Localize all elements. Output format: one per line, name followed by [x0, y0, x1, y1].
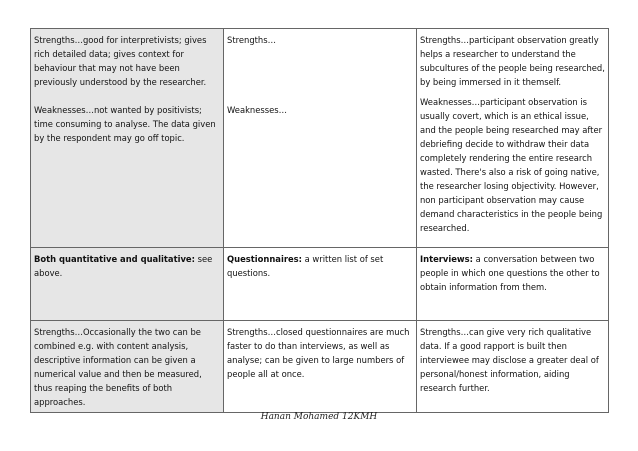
- table-row: [31, 29, 609, 248]
- weaknesses-text: Weaknesses…not wanted by positivists; time consuming to analyse. The data given by the respondent may go off topic.: [34, 105, 216, 143]
- cell-text: a written list of set questions.: [227, 254, 384, 278]
- table-cell: [224, 321, 417, 413]
- table-cell: [31, 29, 224, 248]
- cell-text: see above.: [34, 254, 213, 278]
- weaknesses-text: Weaknesses…participant observation is usually covert, which is an ethical issue, and the people being researched may after debriefing decide to withdraw their data completely rendering the entire research wasted. There's also a risk of going native, the researcher losing objectivity. However, non participant observation may cause demand characteristics in the people being researched.: [420, 97, 603, 233]
- strengths-text: Strengths…: [227, 35, 276, 45]
- table-cell: [417, 248, 609, 321]
- cell-text: a conversation between two people in which one questions the other to obtain information from them.: [420, 254, 600, 292]
- table-cell: [224, 248, 417, 321]
- weaknesses-text: Weaknesses…: [227, 105, 288, 115]
- strengths-text: Strengths…participant observation greatly helps a researcher to understand the subcultures of the people being researched, by being immersed in it themself.: [420, 35, 605, 87]
- table-cell: [417, 321, 609, 413]
- table-row: [31, 248, 609, 321]
- cell-heading: Interviews:: [420, 254, 473, 264]
- strengths-text: Strengths…good for interpretivists; gives rich detailed data; gives context for behaviour that may not have been previously understood by the researcher.: [34, 35, 207, 87]
- strengths-text: Strengths…can give very rich qualitative data. If a good rapport is built then interviewee may disclose a greater deal of personal/honest information, aiding research further.: [420, 327, 599, 393]
- table-cell: [417, 29, 609, 248]
- table-cell: [31, 248, 224, 321]
- table-row: [31, 321, 609, 413]
- strengths-text: Strengths…closed questionnaires are much faster to do than interviews, as well as analyse; can be given to large numbers of people all at once.: [227, 327, 410, 379]
- cell-heading: Both quantitative and qualitative:: [34, 254, 195, 264]
- strengths-text: Strengths…Occasionally the two can be combined e.g. with content analysis, descriptive information can be given a numerical value and then be measured, thus reaping the benefits of both approaches.: [34, 327, 202, 407]
- table-cell: [224, 29, 417, 248]
- table-cell: [31, 321, 224, 413]
- methods-table: [30, 28, 609, 413]
- page-footer: Hanan Mohamed 12KMH: [260, 412, 378, 422]
- cell-heading: Questionnaires:: [227, 254, 302, 264]
